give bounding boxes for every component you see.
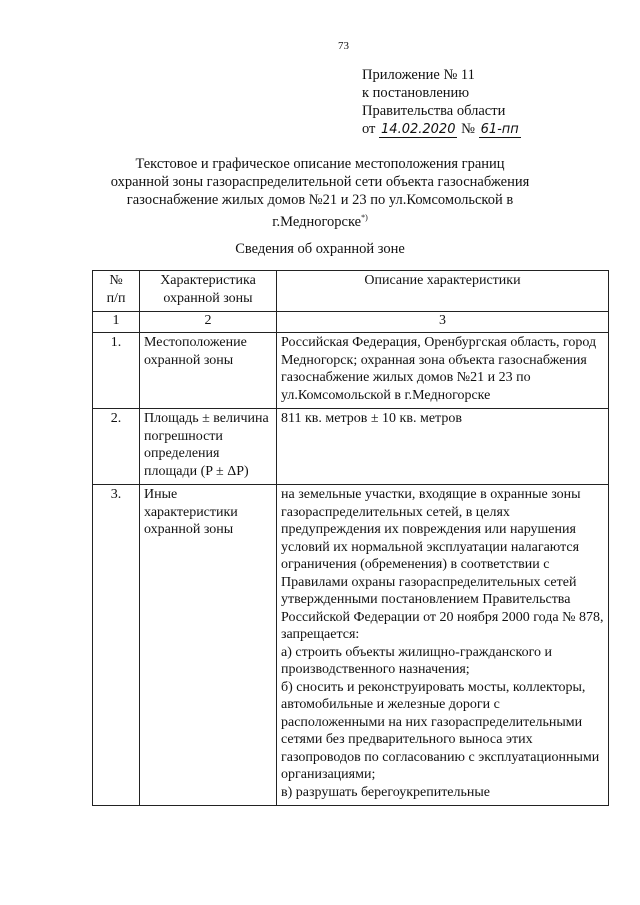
restriction-item: б) сносить и реконструировать мосты, коллекторы, автомобильные и железные дороги с расположенными на них газораспределительными сетями без предварительного выноса этих газопроводов по согласованию с эксплуатационными организациями; (281, 679, 600, 782)
appendix-block (362, 66, 521, 138)
table-header-row (93, 271, 609, 312)
number-label: № (461, 121, 475, 137)
appendix-line-2: к постановлению (362, 85, 470, 101)
header-characteristic: Характеристика охранной зоны (140, 271, 277, 312)
row-description (277, 485, 609, 806)
restriction-item: а) строить объекты жилищно-гражданского и производственного назначения; (281, 644, 552, 677)
document-title (110, 155, 530, 231)
row-number: 1. (93, 333, 140, 409)
appendix-line-1: Приложение № 11 (362, 67, 475, 83)
column-number: 1 (93, 312, 140, 333)
row-number: 3. (93, 485, 140, 806)
appendix-line-4 (362, 120, 521, 138)
description-intro: на земельные участки, входящие в охранные зоны газораспределительных сетей, в целях предупреждения их повреждения или нарушения условий их нормальной эксплуатации налагаются ограничения (обременения) в соответствии с Правилами охраны газораспределительных сетей утвержденными постановлением Правительства Российской Федерации от 20 ноября 2000 года № 878, запрещается: (281, 487, 604, 642)
table-row (93, 333, 609, 409)
row-characteristic: Местоположение охранной зоны (140, 333, 277, 409)
restriction-item: в) разрушать берегоукрепительные (281, 784, 491, 800)
header-description: Описание характеристики (277, 271, 609, 312)
header-number: № п/п (93, 271, 140, 312)
handwritten-date: 14.02.2020 (381, 122, 456, 137)
zone-info-table (92, 270, 609, 806)
row-characteristic: Площадь ± величина погрешности определения площади (P ± ΔP) (140, 409, 277, 485)
column-number: 3 (277, 312, 609, 333)
row-characteristic: Иные характеристики охранной зоны (140, 485, 277, 806)
row-description: 811 кв. метров ± 10 кв. метров (277, 409, 609, 485)
page-number: 73 (338, 40, 349, 52)
column-number: 2 (140, 312, 277, 333)
row-description: Российская Федерация, Оренбургская область, город Медногорск; охранная зона объекта газоснабжения газоснабжение жилых домов №21 и 23 по ул.Комсомольской в г.Медногорске (277, 333, 609, 409)
title-text: Текстовое и графическое описание местоположения границ охранной зоны газораспределительной сети объекта газоснабжения газоснабжение жилых домов №21 и 23 по ул.Комсомольской в г.Медногорске (110, 156, 530, 230)
appendix-line-3: Правительства области (362, 103, 506, 119)
column-number-row (93, 312, 609, 333)
footnote-mark: *) (361, 213, 368, 222)
from-label: от (362, 121, 376, 137)
table-row (93, 485, 609, 806)
handwritten-number: 61-пп (480, 122, 519, 137)
table-row (93, 409, 609, 485)
section-subtitle: Сведения об охранной зоне (235, 241, 405, 257)
row-number: 2. (93, 409, 140, 485)
